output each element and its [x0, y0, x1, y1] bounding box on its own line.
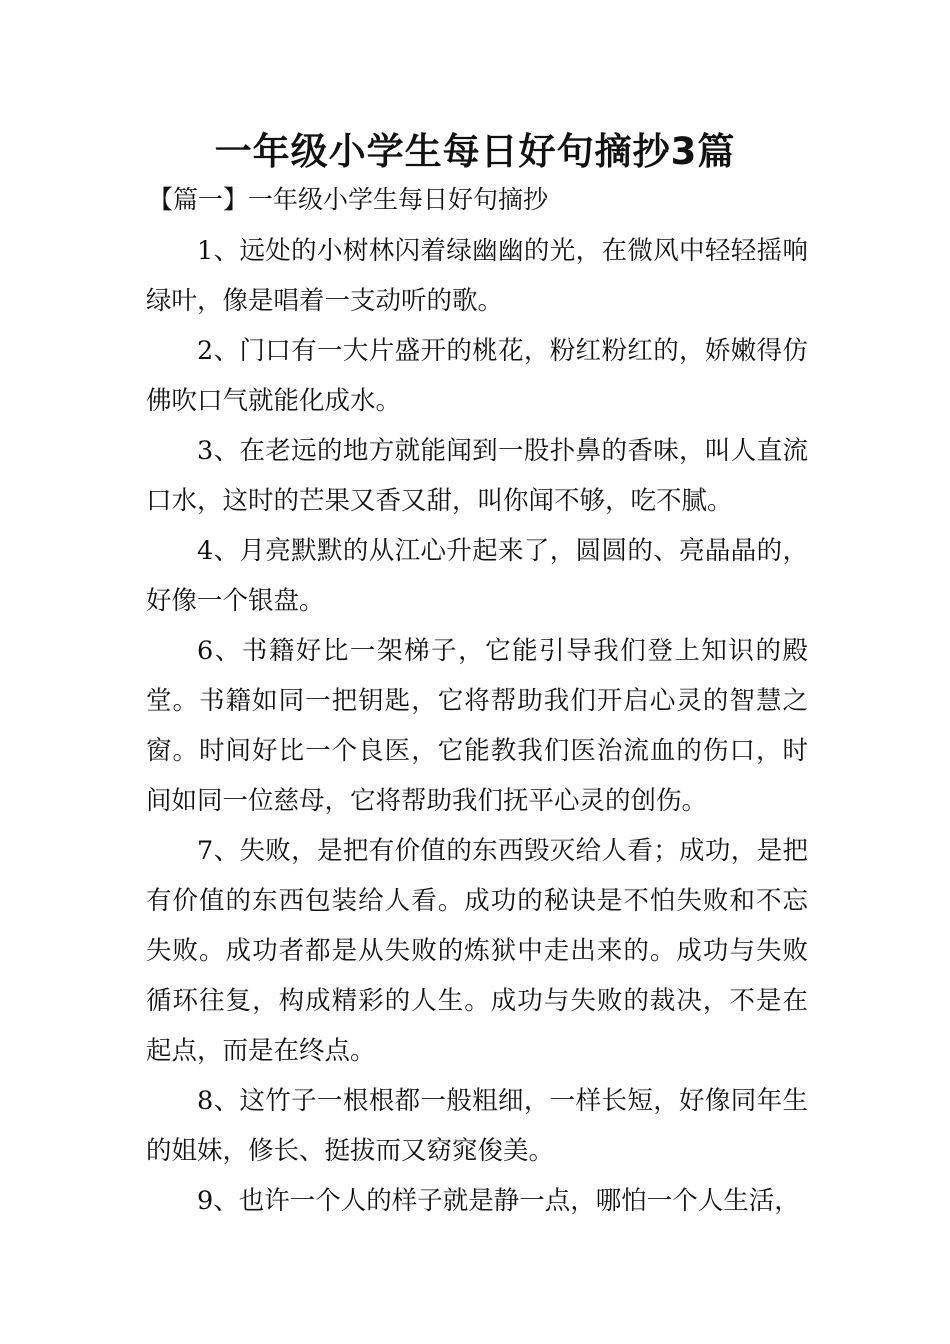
document-title: 一年级小学生每日好句摘抄3篇	[214, 130, 736, 173]
paragraph-4: 4、月亮默默的从江心升起来了，圆圆的、亮晶晶的，好像一个银盘。	[146, 536, 808, 616]
paragraph-7: 7、失败，是把有价值的东西毁灭给人看；成功，是把有价值的东西包装给人看。成功的秘诀是不怕失败和不忘失败。成功者都是从失败的炼狱中走出来的。成功与失败循环往复，构成精彩的人生。成功与失败的裁决，不是在起点，而是在终点。	[146, 836, 808, 1066]
document-body	[146, 226, 808, 1226]
paragraph-9: 9、也许一个人的样子就是静一点，哪怕一个人生活，	[197, 1186, 800, 1216]
section-heading: 【篇一】一年级小学生每日好句摘抄	[148, 185, 549, 214]
paragraph-8: 8、这竹子一根根都一般粗细，一样长短，好像同年生的姐妹，修长、挺拔而又窈窕俊美。	[146, 1086, 808, 1166]
paragraph-2: 2、门口有一大片盛开的桃花，粉红粉红的，娇嫩得仿佛吹口气就能化成水。	[146, 336, 808, 416]
paragraph-3: 3、在老远的地方就能闻到一股扑鼻的香味，叫人直流口水，这时的芒果又香又甜，叫你闻不够，吃不腻。	[146, 436, 808, 516]
paragraph-6: 6、书籍好比一架梯子，它能引导我们登上知识的殿堂。书籍如同一把钥匙，它将帮助我们开启心灵的智慧之窗。时间好比一个良医，它能教我们医治流血的伤口，时间如同一位慈母，它将帮助我们抚平心灵的创伤。	[146, 636, 808, 816]
paragraph-1: 1、远处的小树林闪着绿幽幽的光，在微风中轻轻摇响绿叶，像是唱着一支动听的歌。	[146, 236, 808, 316]
